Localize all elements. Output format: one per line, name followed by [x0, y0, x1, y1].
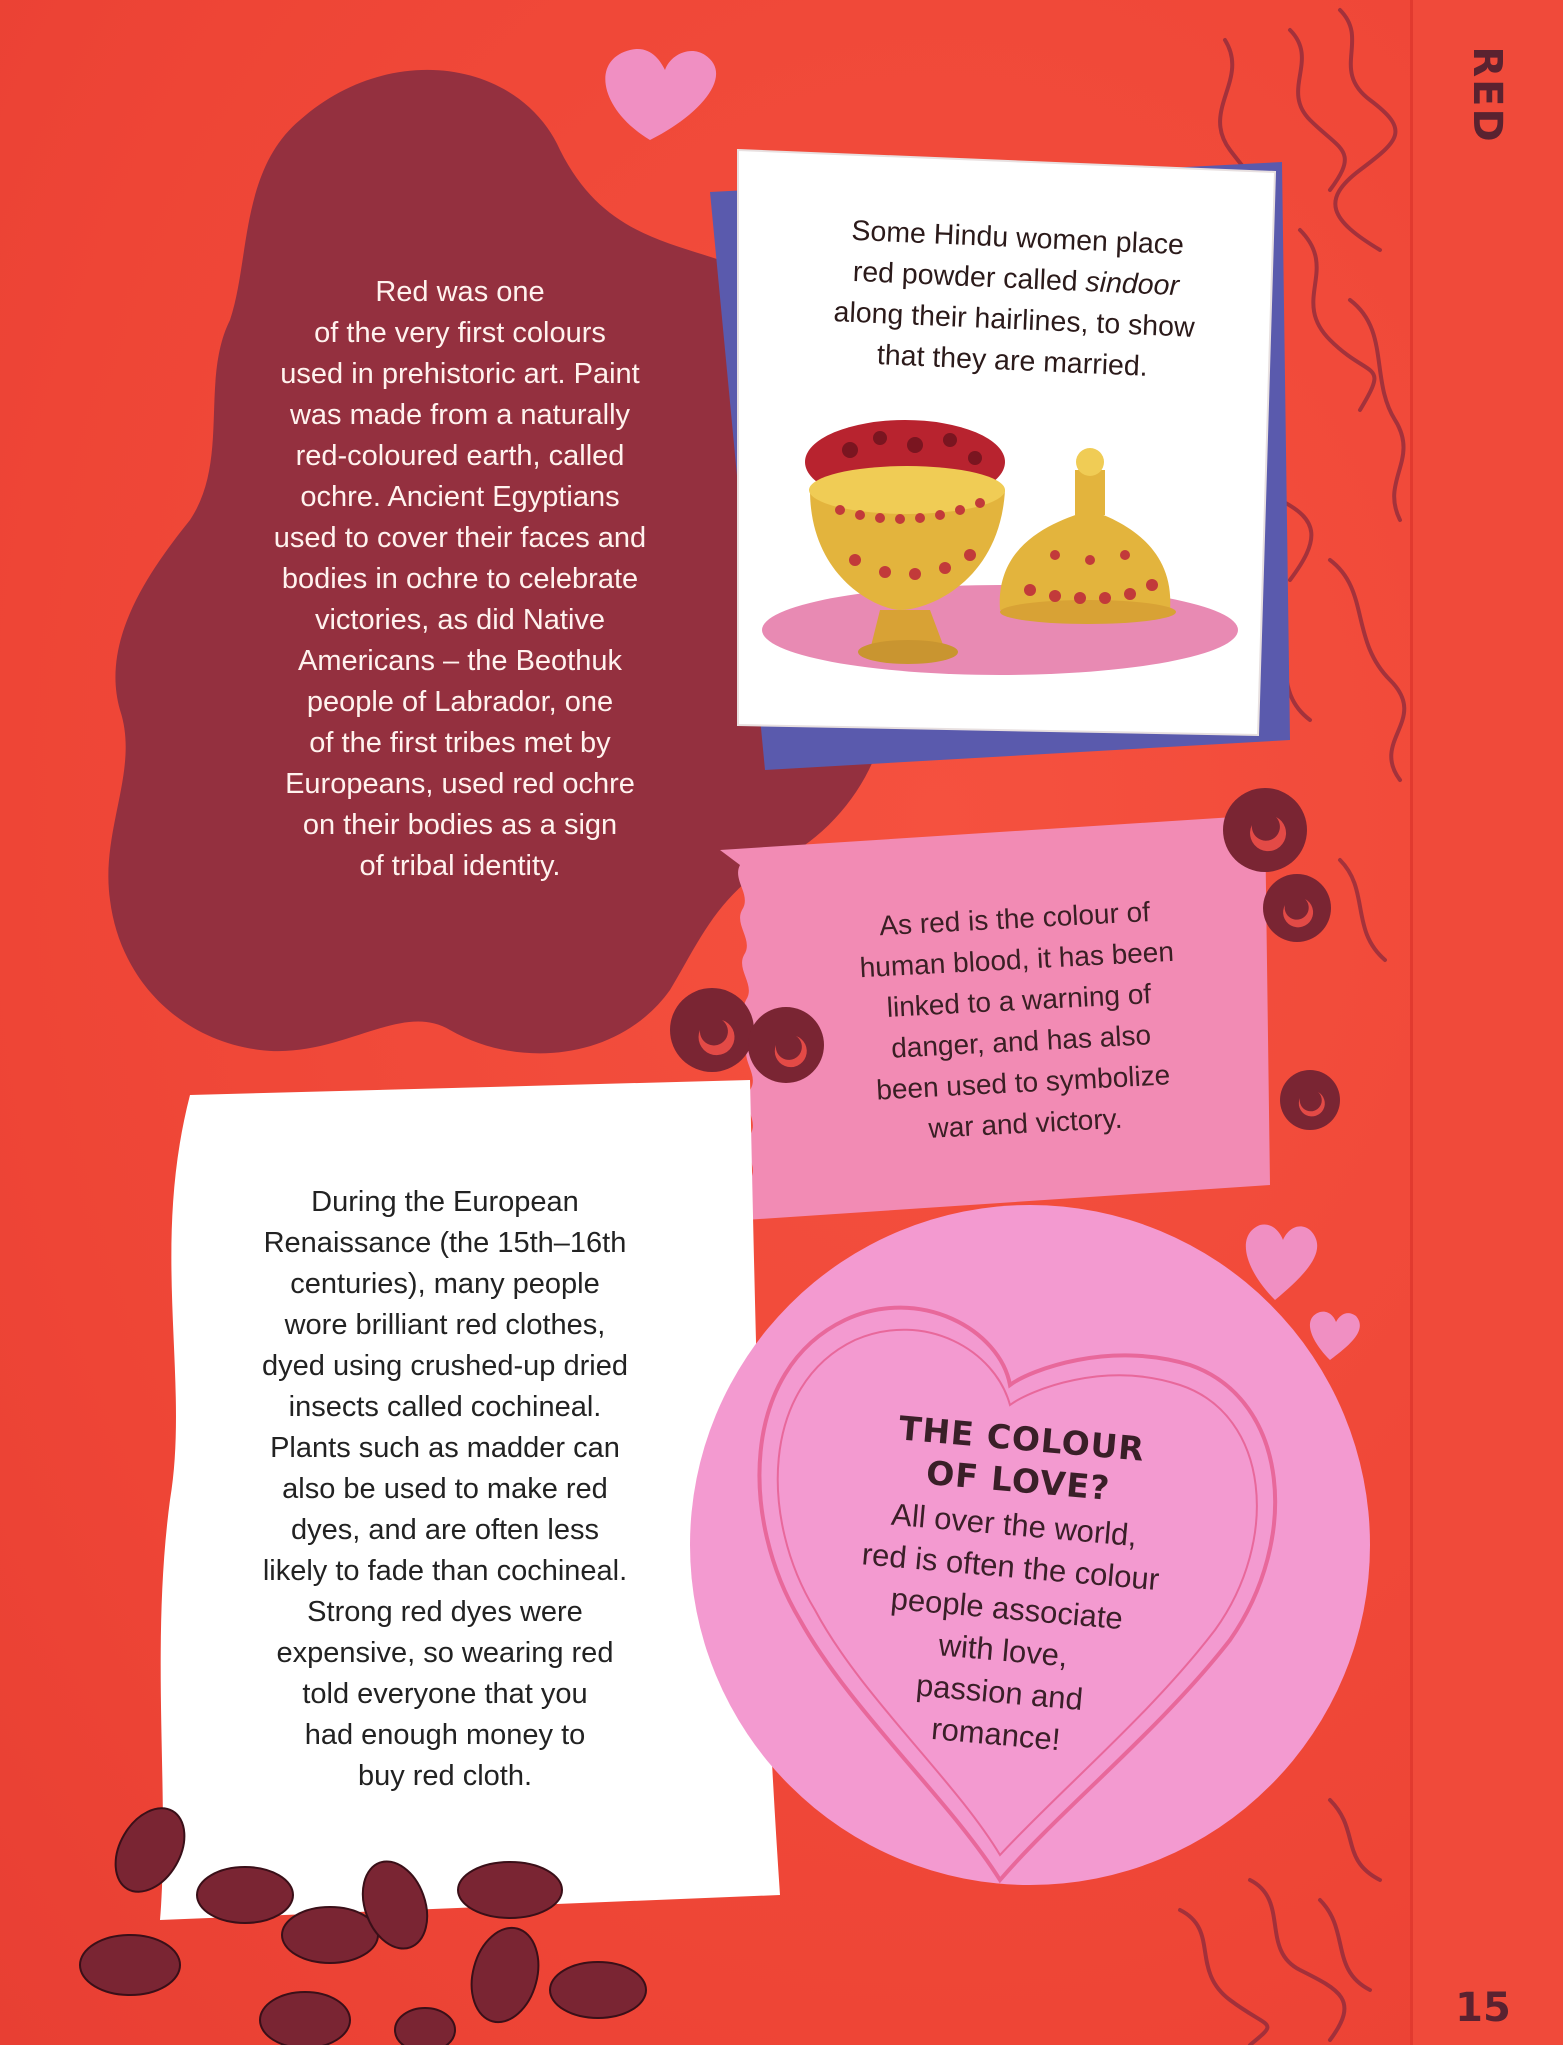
text-line: passion and — [914, 1667, 1085, 1717]
text-line: along their hairlines, to show — [832, 296, 1196, 344]
text-line: romance! — [929, 1711, 1062, 1758]
text-line: bodies in ochre to celebrate — [281, 563, 639, 595]
text-line: dyes, and are often less — [291, 1514, 599, 1546]
text-line: red is often the colour — [860, 1536, 1161, 1598]
text-line: Strong red dyes were — [307, 1596, 583, 1628]
blood-paragraph — [814, 888, 1226, 1155]
text-line: told everyone that you — [302, 1678, 588, 1710]
text-line: was made from a naturally — [289, 399, 631, 431]
text-line: Some Hindu women place — [850, 214, 1185, 262]
text-line: As red is the colour of — [878, 896, 1151, 942]
ochre-paragraph — [235, 272, 685, 887]
text-line: had enough money to — [304, 1719, 586, 1751]
text-line: been used to symbolize — [875, 1059, 1171, 1106]
text-line: on their bodies as a sign — [302, 809, 618, 841]
text-line: Europeans, used red ochre — [285, 768, 635, 800]
text-line: victories, as did Native — [314, 604, 606, 636]
section-label: RED — [1464, 46, 1510, 144]
text-line: used to cover their faces and — [273, 522, 647, 554]
text-line: people associate — [889, 1581, 1125, 1637]
sindoor-term: sindoor — [1084, 266, 1180, 303]
text-line: with love, — [937, 1627, 1070, 1674]
text-line: ochre. Ancient Egyptians — [300, 481, 620, 513]
text-line: Renaissance (the 15th–16th — [263, 1227, 627, 1259]
text-line: red powder called — [852, 255, 1087, 299]
text-line: of tribal identity. — [359, 850, 561, 882]
text-line: Plants such as madder can — [270, 1432, 620, 1464]
page-number: 15 — [1455, 1985, 1511, 2031]
heading-line: OF LOVE? — [924, 1452, 1112, 1508]
text-line: Red was one — [375, 276, 545, 308]
text-line: used in prehistoric art. Paint — [280, 358, 640, 390]
side-strip — [1410, 0, 1563, 2045]
text-line: centuries), many people — [290, 1268, 600, 1300]
text-line: danger, and has also — [890, 1019, 1152, 1064]
love-paragraph — [795, 1487, 1215, 1773]
text-line: that they are married. — [876, 339, 1149, 383]
text-line: war and victory. — [927, 1102, 1124, 1144]
text-line: All over the world, — [889, 1496, 1139, 1554]
text-line: expensive, so wearing red — [276, 1637, 614, 1669]
renaissance-paragraph — [205, 1182, 685, 1797]
text-line: dyed using crushed-up dried — [262, 1350, 628, 1382]
text-line: During the European — [311, 1186, 579, 1218]
text-line: of the very first colours — [314, 317, 606, 349]
text-line: likely to fade than cochineal. — [262, 1555, 628, 1587]
text-line: linked to a warning of — [885, 978, 1152, 1023]
text-line: also be used to make red — [282, 1473, 608, 1505]
text-line: people of Labrador, one — [306, 686, 614, 718]
text-line: red-coloured earth, called — [295, 440, 625, 472]
text-line: insects called cochineal. — [288, 1391, 602, 1423]
text-line: wore brilliant red clothes, — [284, 1309, 606, 1341]
sindoor-paragraph — [782, 208, 1249, 392]
text-line: Americans – the Beothuk — [297, 645, 622, 677]
heading-line: THE COLOUR — [897, 1408, 1147, 1469]
text-line: buy red cloth. — [357, 1760, 533, 1792]
text-line: of the first tribes met by — [309, 727, 611, 759]
text-line: human blood, it has been — [858, 935, 1175, 984]
